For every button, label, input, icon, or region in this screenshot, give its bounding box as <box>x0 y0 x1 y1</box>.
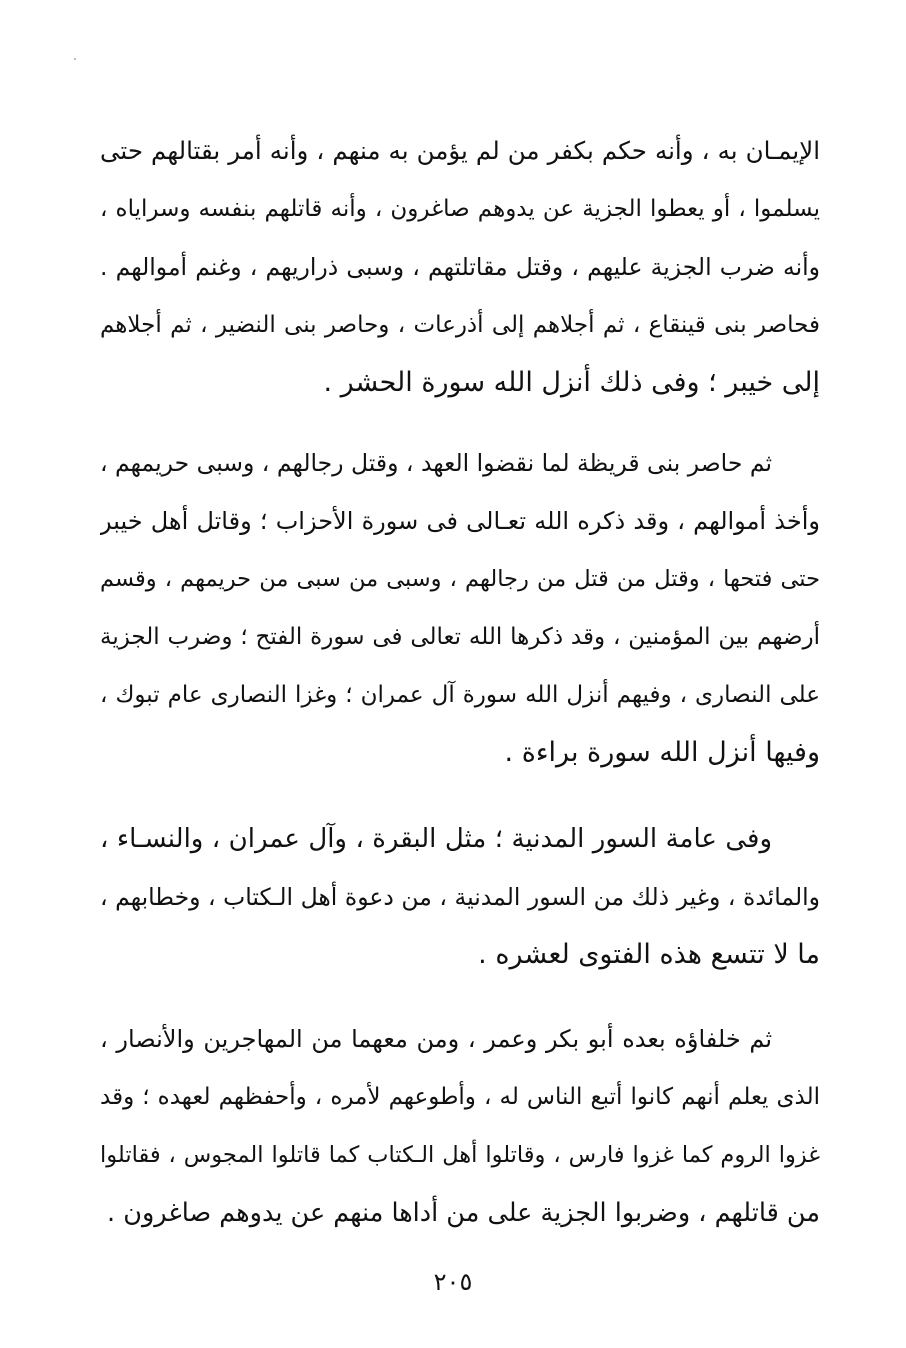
text-line: ثم خلفاؤه بعده أبو بكر وعمر ، ومن معهما من المهاجرين والأنصار ، <box>100 1025 772 1053</box>
text-line: وأخذ أموالهم ، وقد ذكره الله تعـالى فى سورة الأحزاب ؛ وقاتل أهل خيبر <box>100 507 820 535</box>
text-line: وأنه ضرب الجزية عليهم ، وقتل مقاتلتهم ، وسبى ذراريهم ، وغنم أموالهم . <box>100 253 820 281</box>
paragraph-4 <box>100 1010 820 1242</box>
text-line: وفى عامة السور المدنية ؛ مثل البقرة ، وآل عمران ، والنسـاء ، <box>100 824 772 854</box>
text-line: على النصارى ، وفيهم أنزل الله سورة آل عمران ؛ وغزا النصارى عام تبوك ، <box>100 682 820 708</box>
text-line: ما لا تتسع هذه الفتوى لعشره . <box>478 939 820 970</box>
text-line: ثم حاصر بنى قريظة لما نقضوا العهد ، وقتل رجالهم ، وسبى حريمهم ، <box>100 449 772 477</box>
text-line: غزوا الروم كما غزوا فارس ، وقاتلوا أهل الـكتاب كما قاتلوا المجوس ، فقاتلوا <box>100 1142 820 1168</box>
text-line: الإيمـان به ، وأنه حكم بكفر من لم يؤمن به منهم ، وأنه أمر بقتالهم حتى <box>100 136 820 165</box>
page-number: ٢٠٥ <box>433 1268 473 1296</box>
text-line: والمائدة ، وغير ذلك من السور المدنية ، من دعوة أهل الـكتاب ، وخطابهم ، <box>100 883 820 911</box>
scan-speck <box>74 58 76 60</box>
text-line: يسلموا ، أو يعطوا الجزية عن يدوهم صاغرون ، وأنه قاتلهم بنفسه وسراياه ، <box>100 196 820 222</box>
paragraph-3 <box>100 810 820 984</box>
paragraph-1 <box>100 122 820 412</box>
text-line: الذى يعلم أنهم كانوا أتبع الناس له ، وأطوعهم لأمره ، وأحفظهم لعهده ؛ وقد <box>100 1084 820 1110</box>
text-line: أرضهم بين المؤمنين ، وقد ذكرها الله تعالى فى سورة الفتح ؛ وضرب الجزية <box>100 624 820 650</box>
text-line: من قاتلهم ، وضربوا الجزية على من أداها منهم عن يدوهم صاغرون . <box>107 1198 820 1228</box>
text-line: إلى خيبر ؛ وفى ذلك أنزل الله سورة الحشر . <box>323 367 820 398</box>
paragraph-2 <box>100 434 820 782</box>
text-line: حتى فتحها ، وقتل من قتل من رجالهم ، وسبى من سبى من حريمهم ، وقسم <box>100 566 820 592</box>
text-line: وفيها أنزل الله سورة براءة . <box>504 737 820 768</box>
text-line: فحاصر بنى قينقاع ، ثم أجلاهم إلى أذرعات ، وحاصر بنى النضير ، ثم أجلاهم <box>100 312 820 338</box>
